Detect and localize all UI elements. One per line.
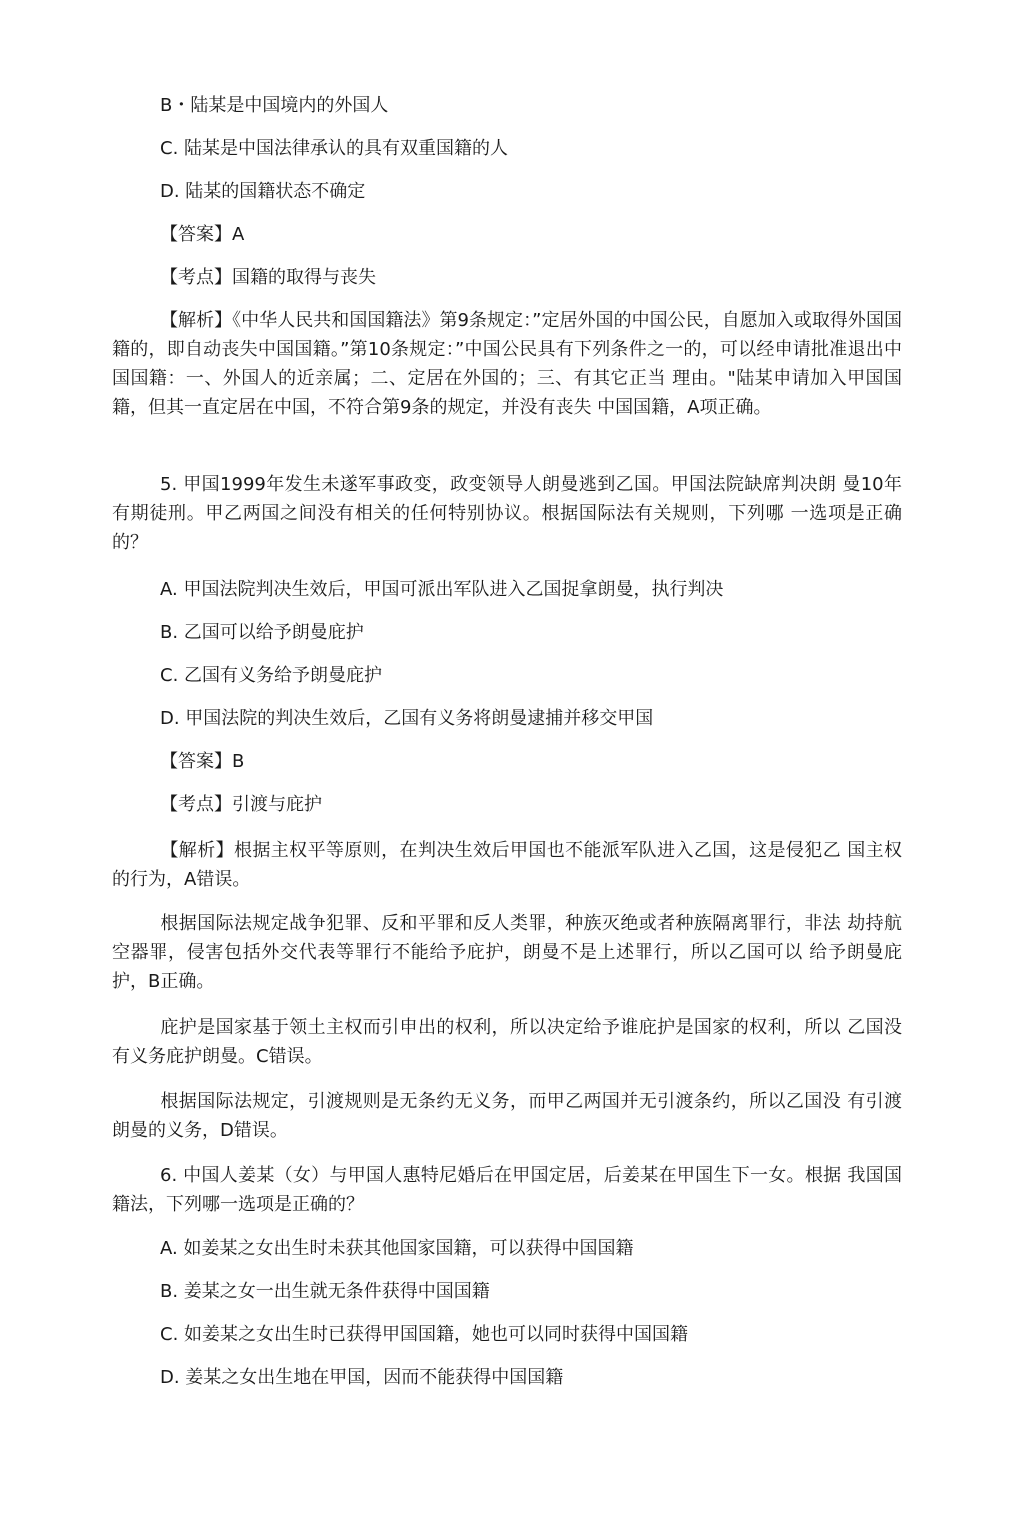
q5-option-b: B. 乙国可以给予朗曼庇护 xyxy=(160,622,364,643)
q6-option-b: B. 姜某之女一出生就无条件获得中国国籍 xyxy=(160,1281,490,1302)
q5-analysis-3 xyxy=(112,1013,902,1071)
q5-option-d: D. 甲国法院的判决生效后，乙国有义务将朗曼逮捕并移交甲国 xyxy=(160,708,654,729)
q5-stem xyxy=(112,470,902,557)
q5-analysis-4-text: 根据国际法规定，引渡规则是无条约无义务，而甲乙两国并无引渡条约，所以乙国没 有引渡朗曼的义务，D错误。 xyxy=(112,1091,902,1141)
q4-option-b: B・陆某是中国境内的外国人 xyxy=(160,95,389,116)
q5-analysis-4 xyxy=(112,1087,902,1145)
q6-stem xyxy=(112,1161,902,1219)
q5-analysis-3-text: 庇护是国家基于领土主权而引申出的权利，所以决定给予谁庇护是国家的权利，所以 乙国没有义务庇护朗曼。C错误。 xyxy=(112,1017,902,1067)
q5-key-point: 【考点】引渡与庇护 xyxy=(160,794,322,815)
q4-answer: 【答案】A xyxy=(160,224,245,245)
q4-key-point: 【考点】国籍的取得与丧失 xyxy=(160,267,376,288)
q5-analysis-1-text: 【解析】根据主权平等原则，在判决生效后甲国也不能派军队进入乙国，这是侵犯乙 国主权的行为，A错误。 xyxy=(112,840,902,890)
q4-analysis-text: 【解析】《中华人民共和国国籍法》第9条规定：”定居外国的中国公民，自愿加入或取得外国国籍的，即自动丧失中国国籍。”第10条规定：”中国公民具有下列条件之一的，可以经申请批准退出中国国籍：一、外国人的近亲属；二、定居在外国的；三、有其它正当 理由。"陆某申请加入甲国国籍，但其一直定居在中国，不符合第9条的规定，并没有丧失 中国国籍，A项正确。 xyxy=(112,310,902,418)
q5-option-c: C. 乙国有义务给予朗曼庇护 xyxy=(160,665,383,686)
q5-analysis-1 xyxy=(112,836,902,894)
q4-option-d: D. 陆某的国籍状态不确定 xyxy=(160,181,366,202)
q6-option-d: D. 姜某之女出生地在甲国，因而不能获得中国国籍 xyxy=(160,1367,564,1388)
q5-stem-text: 5. 甲国1999年发生未遂军事政变，政变领导人朗曼逃到乙国。甲国法院缺席判决朗 曼10年有期徒刑。甲乙两国之间没有相关的任何特别协议。根据国际法有关规则，下列哪 一选项是正确的？ xyxy=(112,474,902,553)
q5-option-a: A. 甲国法院判决生效后，甲国可派出军队进入乙国捉拿朗曼，执行判决 xyxy=(160,579,724,600)
q6-stem-text: 6. 中国人姜某（女）与甲国人惠特尼婚后在甲国定居，后姜某在甲国生下一女。根据 我国国籍法，下列哪一选项是正确的？ xyxy=(112,1165,902,1215)
q6-option-c: C. 如姜某之女出生时已获得甲国国籍，她也可以同时获得中国国籍 xyxy=(160,1324,689,1345)
q6-option-a: A. 如姜某之女出生时未获其他国家国籍，可以获得中国国籍 xyxy=(160,1238,634,1259)
q4-analysis xyxy=(112,306,902,422)
q5-analysis-2-text: 根据国际法规定战争犯罪、反和平罪和反人类罪，种族灭绝或者种族隔离罪行，非法 劫持航空器罪，侵害包括外交代表等罪行不能给予庇护，朗曼不是上述罪行，所以乙国可以 给予朗曼庇护，B正确。 xyxy=(112,913,902,992)
q5-analysis-2 xyxy=(112,909,902,996)
q4-option-c: C. 陆某是中国法律承认的具有双重国籍的人 xyxy=(160,138,509,159)
q5-answer: 【答案】B xyxy=(160,751,245,772)
